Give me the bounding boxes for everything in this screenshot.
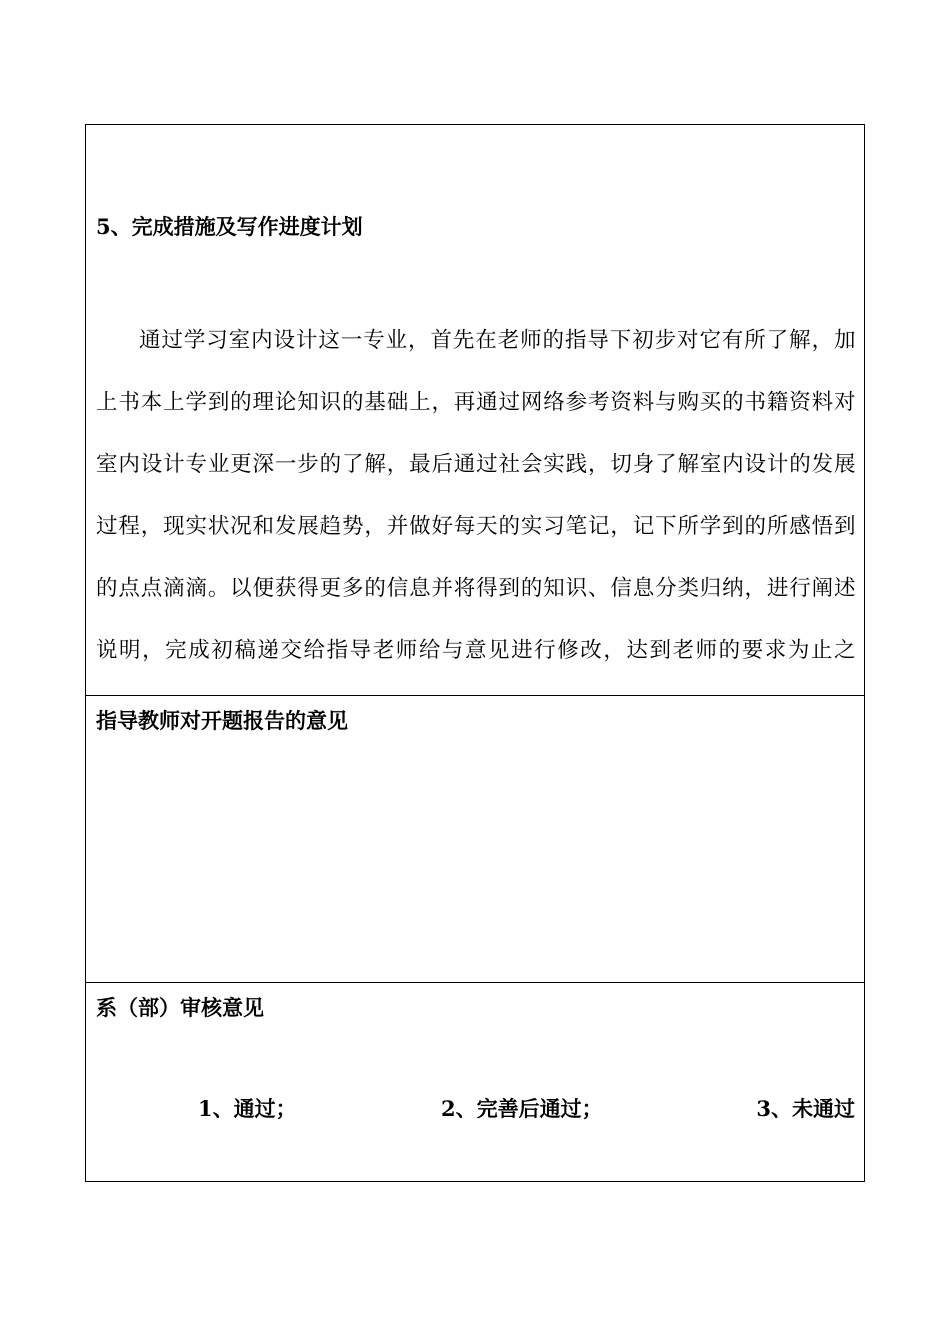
plan-heading: 5、完成措施及写作进度计划	[96, 214, 363, 239]
plan-body-text: 通过学习室内设计这一专业，首先在老师的指导下初步对它有所了解，加上书本上学到的理论知识的基础上，再通过网络参考资料与购买的书籍资料对室内设计专业更深一步的了解，最后通过社会实践，切身了解室内设计的发展过程，现实状况和发展趋势，并做好每天的实习笔记，记下所学到的所感悟到的点点滴滴。以便获得更多的信息并将得到的知识、信息分类归纳，进行阐述说明，完成初稿递交给指导老师给与意见进行修改，达到老师的要求为止之	[96, 328, 856, 663]
option-pass: 1、通过；	[198, 1096, 297, 1121]
report-form-table	[85, 124, 865, 1182]
option-not-pass: 3、未通过	[756, 1096, 855, 1121]
review-options	[86, 1093, 864, 1123]
department-review-section	[86, 983, 864, 1181]
department-review-heading: 系（部）审核意见	[96, 995, 264, 1020]
option-pass-after-revision: 2、完善后通过；	[441, 1096, 603, 1121]
advisor-opinion-heading: 指导教师对开题报告的意见	[96, 708, 348, 733]
plan-section	[86, 125, 864, 696]
advisor-opinion-section	[86, 696, 864, 983]
